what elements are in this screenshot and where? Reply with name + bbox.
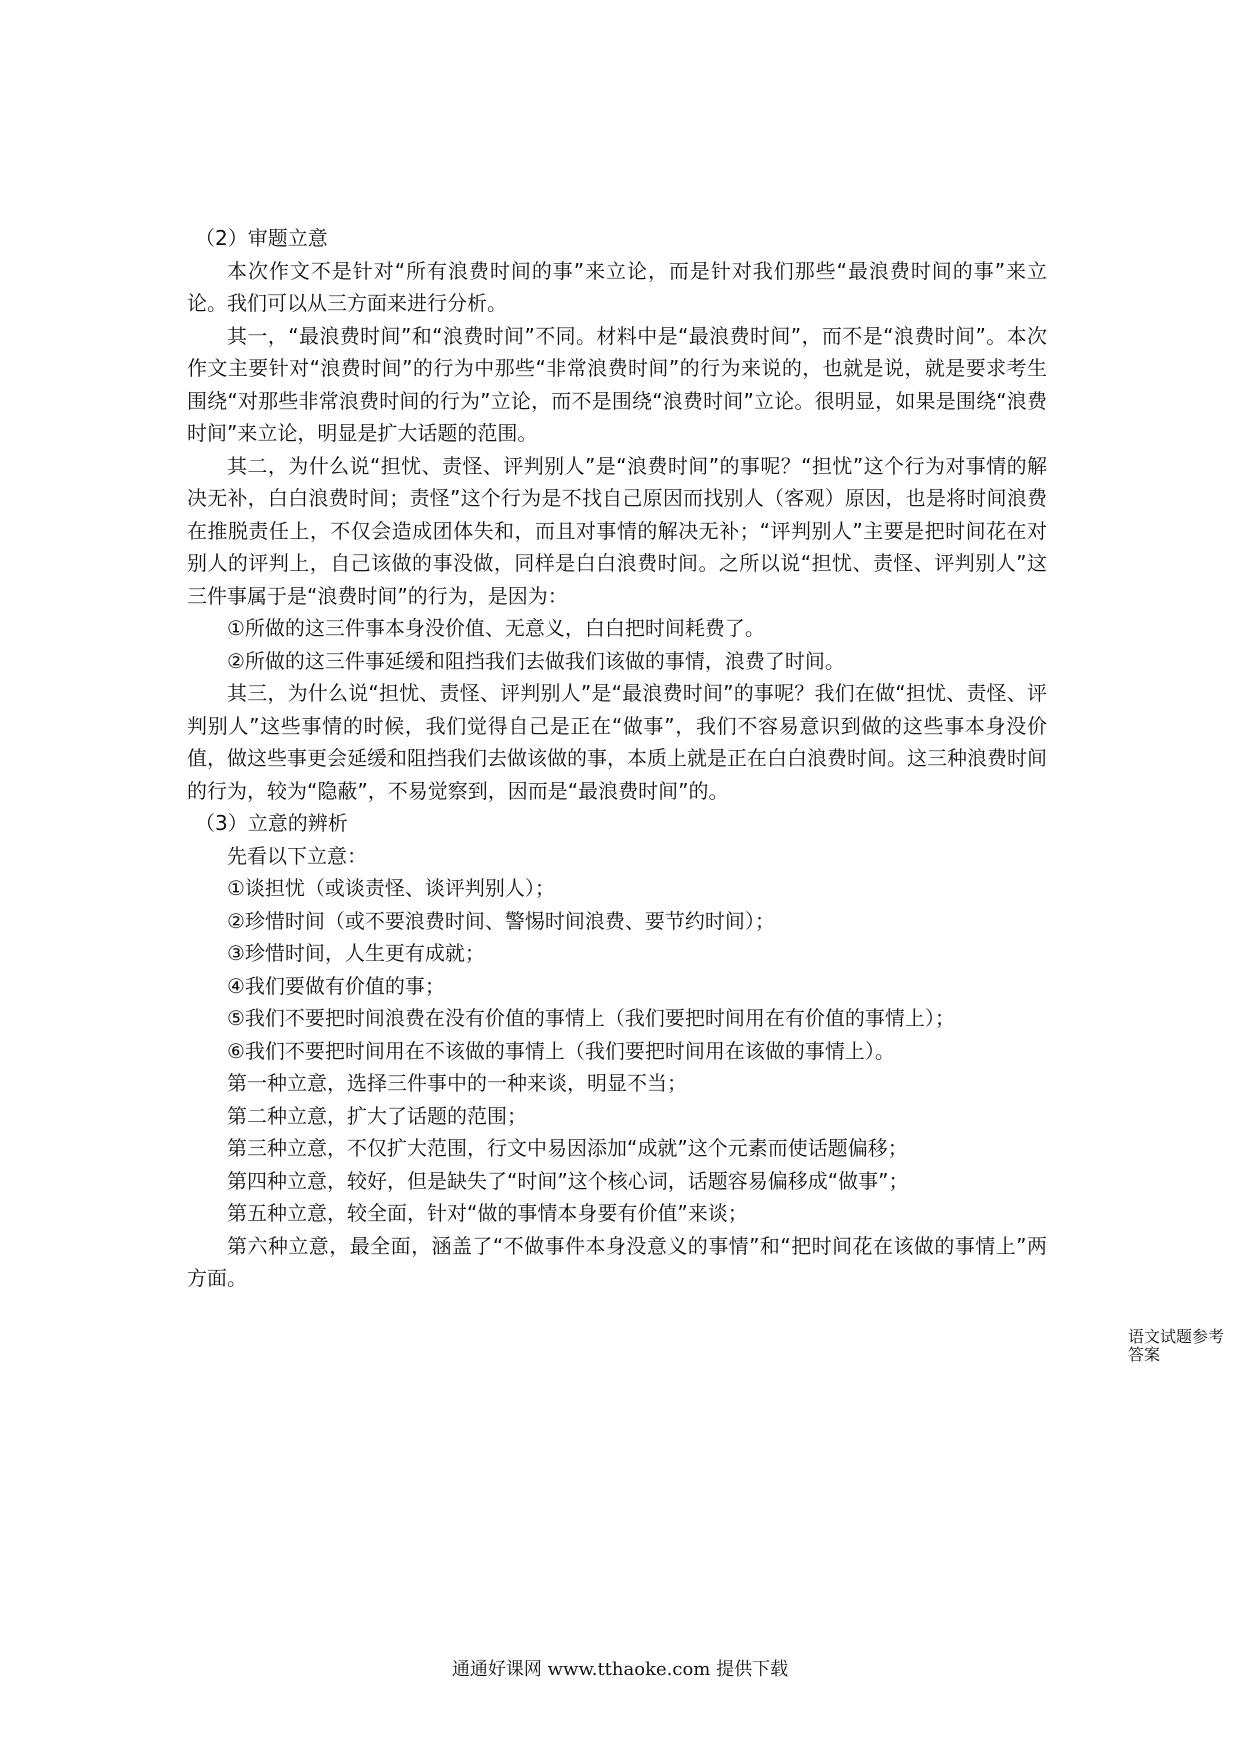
paragraph-point-3: 其三，为什么说“担忧、责怪、评判别人”是“最浪费时间”的事呢？我们在做“担忧、责怪、评判别人”这些事情的时候，我们觉得自己是正在“做事”，我们不容易意识到做的这些事本身没价值，做这些事更会延缓和阻挡我们去做该做的事，本质上就是正在白白浪费时间。这三种浪费时间的行为，较为“隐蔽”，不易觉察到，因而是“最浪费时间”的。 <box>187 681 1047 803</box>
reason-item-2: ②所做的这三件事延缓和阻挡我们去做我们该做的事情，浪费了时间。 <box>227 648 845 673</box>
reason-item-1: ①所做的这三件事本身没价值、无意义，白白把时间耗费了。 <box>227 616 765 640</box>
option-item-4: ④我们要做有价值的事； <box>227 973 445 998</box>
section-2-heading: （2）审题立意 <box>195 226 328 250</box>
option-item-2: ②珍惜时间（或不要浪费时间、警惕时间浪费、要节约时间）； <box>227 908 775 933</box>
answer-key-label: 语文试题参考答案 <box>1128 1327 1225 1364</box>
options-intro: 先看以下立意： <box>227 843 367 868</box>
evaluation-item-6: 第六种立意，最全面，涵盖了“不做事件本身没意义的事情”和“把时间花在该做的事情上”两方面。 <box>187 1233 1047 1290</box>
option-item-6: ⑥我们不要把时间用在不该做的事情上（我们要把时间用在该做的事情上）。 <box>227 1038 895 1063</box>
option-item-1: ①谈担忧（或谈责怪、谈评判别人）； <box>227 876 555 900</box>
evaluation-item-4: 第四种立意，较好，但是缺失了“时间”这个核心词，话题容易偏移成“做事”； <box>227 1168 909 1193</box>
paragraph-intro: 本次作文不是针对“所有浪费时间的事”来立论，而是针对我们那些“最浪费时间的事”来立论。我们可以从三方面来进行分析。 <box>187 258 1047 315</box>
evaluation-item-1: 第一种立意，选择三件事中的一种来谈，明显不当； <box>227 1071 687 1095</box>
option-item-5: ⑤我们不要把时间浪费在没有价值的事情上（我们要把时间用在有价值的事情上）； <box>227 1006 955 1030</box>
document-body <box>187 222 1047 1295</box>
section-3-heading: （3）立意的辨析 <box>195 811 348 835</box>
paragraph-point-2: 其二，为什么说“担忧、责怪、评判别人”是“浪费时间”的事呢？“担忧”这个行为对事情的解决无补，白白浪费时间；责怪”这个行为是不找自己原因而找别人（客观）原因，也是将时间浪费在推脱责任上，不仅会造成团体失和，而且对事情的解决无补；“评判别人”主要是把时间花在对别人的评判上，自己该做的事没做，同样是白白浪费时间。之所以说“担忧、责怪、评判别人”这三件事属于是“浪费时间”的行为，是因为： <box>187 453 1047 608</box>
option-item-3: ③珍惜时间，人生更有成就； <box>227 941 485 965</box>
evaluation-item-2: 第二种立意，扩大了话题的范围； <box>227 1103 527 1128</box>
download-footer: 通通好课网 www.tthaoke.com 提供下载 <box>451 1659 789 1680</box>
evaluation-item-5: 第五种立意，较全面，针对“做的事情本身要有价值”来谈； <box>227 1201 748 1225</box>
evaluation-item-3: 第三种立意，不仅扩大范围，行文中易因添加“成就”这个元素而使话题偏移； <box>227 1136 908 1160</box>
paragraph-point-1: 其一，“最浪费时间”和“浪费时间”不同。材料中是“最浪费时间”，而不是“浪费时间”。本次作文主要针对“浪费时间”的行为中那些“非常浪费时间”的行为来说的，也就是说，就是要求考生围绕“对那些非常浪费时间的行为”立论，而不是围绕“浪费时间”立论。很明显，如果是围绕“浪费时间”来立论，明显是扩大话题的范围。 <box>187 323 1047 445</box>
